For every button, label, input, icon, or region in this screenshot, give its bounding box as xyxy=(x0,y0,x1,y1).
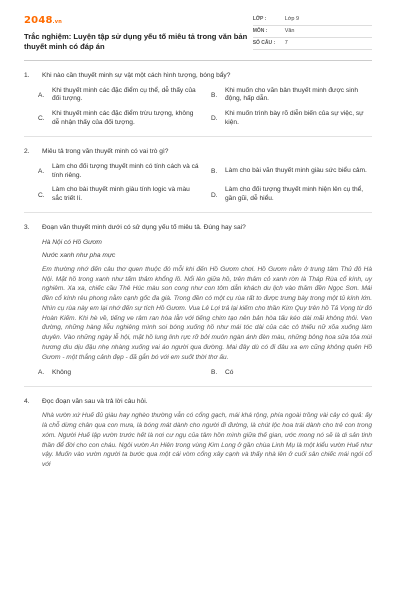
question-2 xyxy=(24,147,372,213)
question-text xyxy=(24,147,372,157)
answer-text: Không xyxy=(52,368,72,376)
meta-value: Văn xyxy=(284,27,295,34)
answer-option-b[interactable] xyxy=(211,163,372,181)
header-left xyxy=(24,14,253,52)
question-prompt: Khi nào cần thuyết minh sự vật một cách hình tượng, bóng bẩy? xyxy=(42,72,231,79)
answer-option-b[interactable] xyxy=(211,87,372,105)
logo-sub: .vn xyxy=(52,19,62,25)
answer-option-a[interactable] xyxy=(38,368,199,378)
answer-grid xyxy=(24,87,372,129)
answer-option-a[interactable] xyxy=(38,87,199,105)
question-text xyxy=(24,223,372,233)
answer-grid xyxy=(24,368,372,378)
question-body xyxy=(24,411,372,470)
meta-label: SỐ CÂU : xyxy=(252,39,276,46)
answer-option-a[interactable] xyxy=(38,163,199,181)
answer-text: Khi thuyết minh các đặc điểm cụ thể, dễ thấy của đối tượng. xyxy=(52,86,196,103)
answer-text: Làm cho đối tượng thuyết minh hiện lên cụ thể, gần gũi, dễ hiểu. xyxy=(225,186,364,203)
answer-text: Làm cho bài thuyết minh giàu tính logic và màu sắc triết lí. xyxy=(52,186,190,203)
meta-label: MÔN : xyxy=(252,27,268,34)
meta-value: Lớp 9 xyxy=(284,15,299,22)
question-number: 2. xyxy=(24,148,30,156)
answer-key: B. xyxy=(211,91,218,99)
question-4 xyxy=(24,397,372,470)
divider xyxy=(24,386,372,387)
answer-option-d[interactable] xyxy=(211,110,372,128)
answer-text: Làm cho bài văn thuyết minh giàu sức biểu cảm. xyxy=(225,167,367,175)
meta-value: 7 xyxy=(284,39,288,46)
answer-option-b[interactable] xyxy=(211,368,372,378)
question-body xyxy=(24,238,372,363)
question-prompt: Đoạn văn thuyết minh dưới có sử dụng yếu tố miêu tả. Đúng hay sai? xyxy=(42,224,246,232)
answer-option-d[interactable] xyxy=(211,186,372,204)
divider xyxy=(24,212,372,213)
passage-text: Nhà vườn xứ Huế đủ giàu hay nghèo thường vẫn có cổng gạch, mái khá rộng, phía ngoài trồng vài cây có quả: ấy là chỗ dừng chân qua con mưa, là bóng mát dành cho người đi đường, là chút lộc hoa trái dành cho trẻ con trong xóm. Người Huế lập vườn trước hết là nơi cư ngụ của tâm hồn mình giữa thế gian, ước mong nó sẽ là di sản tinh thần để đời cho con cháu. Ngôi vườn An Hiên trong vùng Kim Long ở gần chùa Linh Mụ là một kiểu vườn Huế như vậy. Muốn vào vườn người ta bước qua một cái vòm cổng xây cạnh và thấy nhà lên ở cuối sân chiếc mái ngói cổ với xyxy=(42,412,372,469)
question-number: 1. xyxy=(24,72,30,79)
meta-row-subject xyxy=(253,26,372,38)
answer-key: C. xyxy=(38,115,45,123)
question-text xyxy=(24,71,372,81)
divider xyxy=(24,136,372,137)
question-3 xyxy=(24,223,372,387)
answer-grid xyxy=(24,163,372,205)
meta-label: LỚP : xyxy=(252,15,267,22)
answer-text: Khi thuyết minh các đặc điểm trừu tượng, không dễ nhận thấy của đối tượng. xyxy=(52,110,194,127)
question-text xyxy=(24,397,372,407)
document-title: Trắc nghiệm: Luyện tập sử dụng yếu tố miêu tả trong văn bản thuyết minh có đáp án xyxy=(24,31,248,51)
poem-line-1: Hà Nội có Hồ Gươm xyxy=(42,238,102,246)
answer-key: A. xyxy=(38,167,45,175)
answer-option-c[interactable] xyxy=(38,186,199,204)
question-prompt: Đọc đoạn văn sau và trả lời câu hỏi. xyxy=(42,397,148,405)
meta-row-grade xyxy=(253,14,372,26)
meta-row-count xyxy=(253,38,372,50)
question-number: 3. xyxy=(24,224,30,232)
answer-text: Có xyxy=(225,368,234,376)
passage-text: Em thường nhớ đến câu thơ quen thuộc đó mỗi khi đến Hồ Gươm chơi. Hồ Gươm nằm ở trung tâm Thủ đô Hà Nội. Mặt hồ trong xanh như tấm thảm khổng lồ. Nổi lên giữa hồ, trên thảm cỏ xanh rờn là Tháp Rùa cổ kính, uy nghiêm. Xa xa, chiếc cầu Thê Húc màu son cong như con tôm dẫn khách du lịch vào thăm đền Ngọc Sơn. Mái đền cổ kính rêu phong nằm cạnh gốc đa già. Trong đền có một cụ rùa rất to được trưng bày trong một tủ kính lớn. Nhìn cụ rùa này em lại nhớ đến sự tích Hồ Gươm. Vua Lê Lợi trả lại kiếm cho thần Kim Quy trên hồ Tả Vọng từ đó Hoàn Kiếm. Khi hè về, tiếng ve râm ran hòa lẫn với tiếng chim tạo nên bản hòa tấu kéo dài mãi không thôi. Ven đường, những hàng liễu nghiêng mình soi bóng xuống hồ như mái tóc dài của các cô thiếu nữ xõa xuống làm duyên. Vào những ngày lễ hội, mặt hồ lung linh rực rỡ bởi muôn ngàn ánh đèn màu, những bông hoa sữa tỏa mùi hương dìu dịu đậu nhẹ nhàng xuống vai áo người qua đường. Mai đây dù có đi đâu xa em cũng không quên Hồ Gươm - một thắng cảnh đẹp - đã gắn bó với em suốt thời thơ ấu. xyxy=(42,265,372,361)
answer-text: Làm cho đối tượng thuyết minh có tính cách và cá tính riêng. xyxy=(52,162,199,179)
answer-key: A. xyxy=(38,91,45,99)
answer-key: B. xyxy=(211,369,218,377)
answer-key: C. xyxy=(38,191,45,199)
question-1 xyxy=(24,71,372,137)
meta-table xyxy=(253,14,372,50)
question-prompt: Miêu tả trong văn thuyết minh có vai trò gì? xyxy=(42,148,169,156)
answer-text: Khi muốn cho văn bản thuyết minh được sinh động, hấp dẫn. xyxy=(225,86,358,103)
header xyxy=(24,14,372,61)
question-number: 4. xyxy=(24,397,30,405)
answer-text: Khi muốn trình bày rõ diễn biến của sự việc, sự kiện. xyxy=(225,110,364,127)
site-logo[interactable] xyxy=(24,14,253,29)
poem-line-2: Nước xanh như pha mực xyxy=(42,252,116,260)
answer-key: D. xyxy=(211,115,218,123)
answer-key: A. xyxy=(38,369,45,377)
answer-option-c[interactable] xyxy=(38,110,199,128)
answer-key: D. xyxy=(211,191,218,199)
answer-key: B. xyxy=(211,167,218,175)
logo-main: 2048 xyxy=(24,15,53,26)
